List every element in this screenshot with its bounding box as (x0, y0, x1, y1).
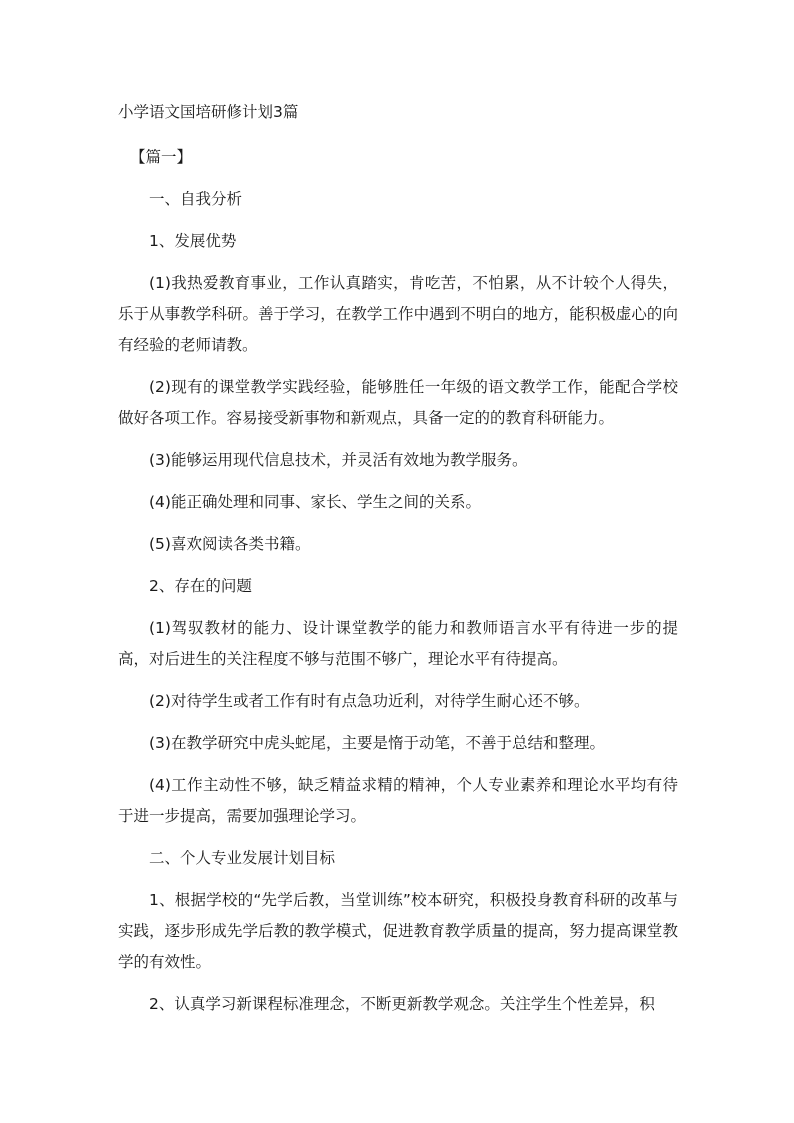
paragraph: (1)我热爱教育事业，工作认真踏实，肯吃苦，不怕累，从不计较个人得失，乐于从事教学科研。善于学习，在教学工作中遇到不明白的地方，能积极虚心的向有经验的老师请教。 (118, 274, 678, 354)
paragraph: (3)在教学研究中虎头蛇尾，主要是惰于动笔，不善于总结和整理。 (149, 734, 605, 752)
heading-self-analysis: 一、自我分析 (149, 190, 243, 208)
document-title: 小学语文国培研修计划3篇 (118, 103, 299, 121)
paragraph: (5)喜欢阅读各类书籍。 (149, 535, 311, 553)
subheading-advantages: 1、发展优势 (149, 232, 237, 250)
paragraph: (4)工作主动性不够，缺乏精益求精的精神，个人专业素养和理论水平均有待于进一步提高，需要加强理论学习。 (118, 776, 678, 825)
paragraph: (2)对待学生或者工作有时有点急功近利，对待学生耐心还不够。 (149, 692, 590, 710)
paragraph: (4)能正确处理和同事、家长、学生之间的关系。 (149, 493, 481, 511)
document-body (118, 100, 678, 1031)
subheading-problems: 2、存在的问题 (149, 577, 252, 595)
paragraph: 2、认真学习新课程标准理念，不断更新教学观念。关注学生个性差异，积 (149, 995, 655, 1013)
paragraph: (2)现有的课堂教学实践经验，能够胜任一年级的语文教学工作，能配合学校做好各项工作。容易接受新事物和新观点，具备一定的的教育科研能力。 (118, 378, 678, 427)
paragraph: 1、根据学校的“先学后教，当堂训练”校本研究，积极投身教育科研的改革与实践，逐步形成先学后教的教学模式，促进教育教学质量的提高，努力提高课堂教学的有效性。 (118, 891, 678, 971)
paragraph: (1)驾驭教材的能力、设计课堂教学的能力和教师语言水平有待进一步的提高，对后进生的关注程度不够与范围不够广，理论水平有待提高。 (118, 619, 678, 668)
paragraph: (3)能够运用现代信息技术，并灵活有效地为教学服务。 (149, 451, 528, 469)
heading-development-goals: 二、个人专业发展计划目标 (149, 849, 336, 867)
section-label: 【篇一】 (130, 148, 193, 166)
